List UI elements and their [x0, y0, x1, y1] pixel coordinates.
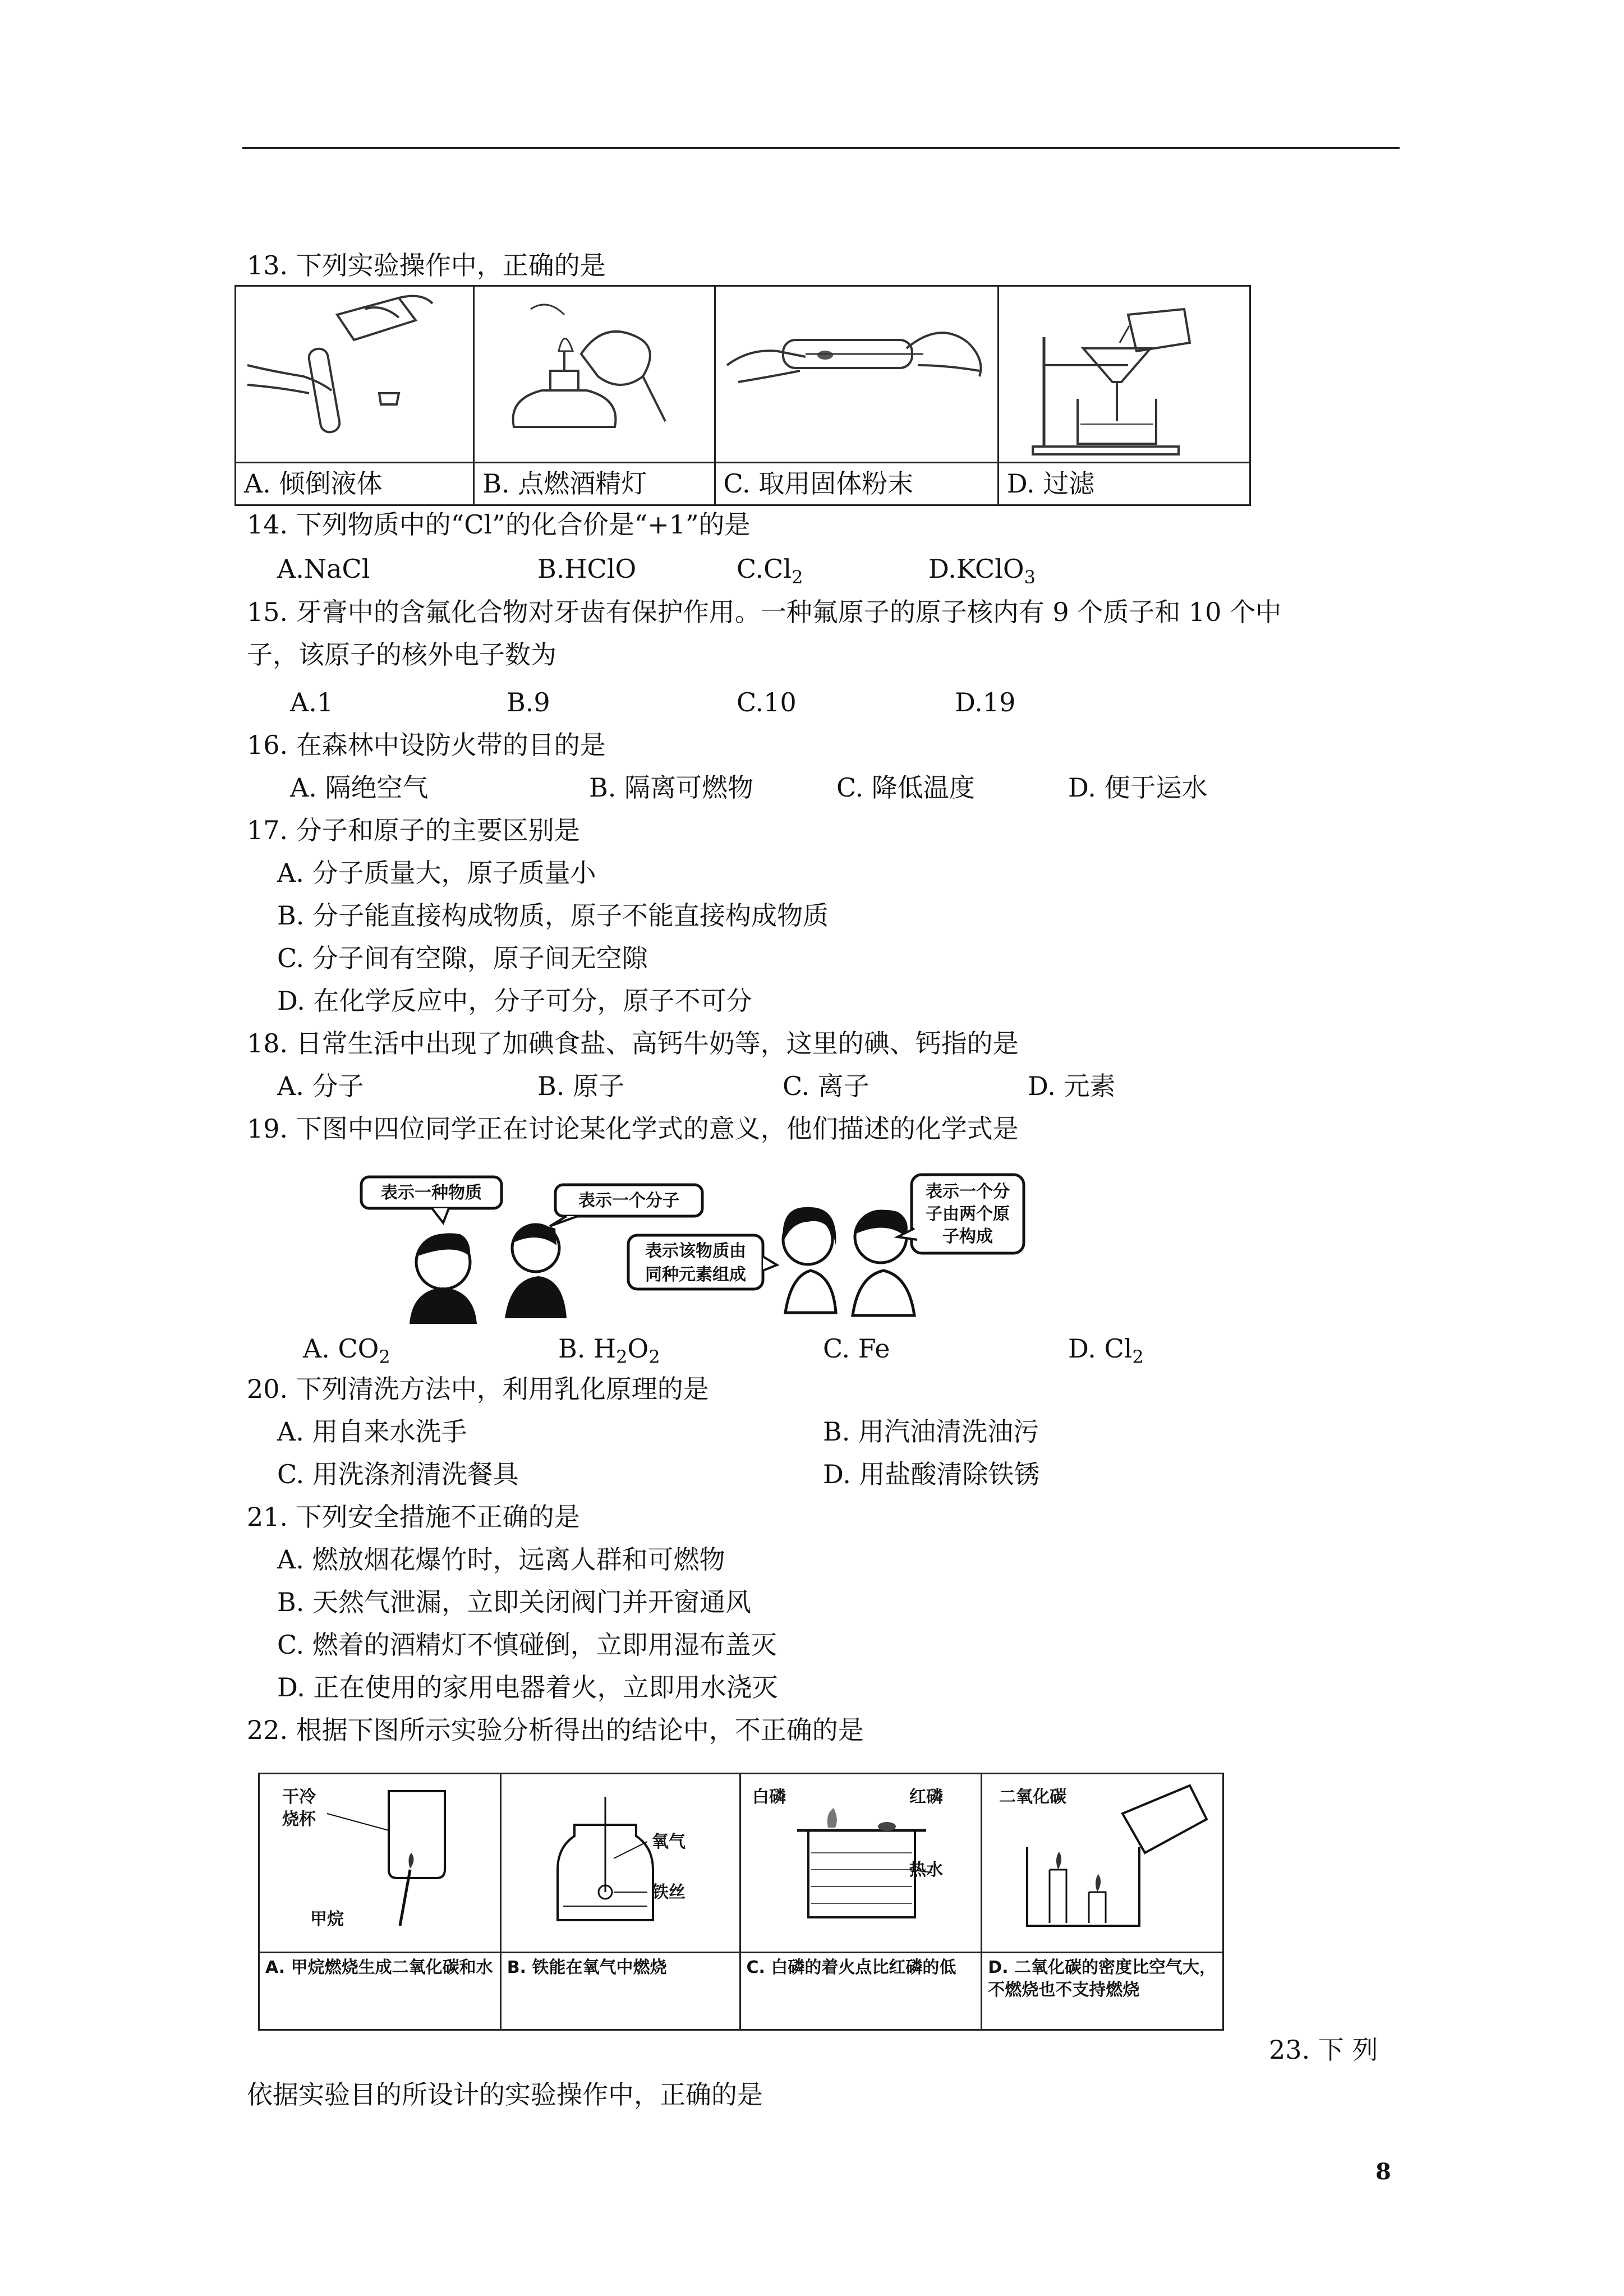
q17-option-d: D. 在化学反应中，分子可分，原子不可分: [277, 986, 752, 1016]
q14-option-a: A.NaCl: [277, 554, 370, 584]
q22-label-b2: 铁丝: [651, 1883, 686, 1902]
q19-bubble-4b: 子由两个原: [926, 1204, 1010, 1224]
q18-option-d: D. 元素: [1028, 1071, 1116, 1101]
q22-image-d: [982, 1774, 1223, 1953]
q18-option-b: B. 原子: [537, 1071, 625, 1101]
q22-image-c: [740, 1774, 982, 1953]
q18-stem: 18. 日常生活中出现了加碘食盐、高钙牛奶等，这里的碘、钙指的是: [247, 1028, 1019, 1059]
q17-option-c: C. 分子间有空隙，原子间无空隙: [277, 943, 648, 973]
q22-label-d1: 二氧化碳: [999, 1787, 1067, 1807]
q19-stem: 19. 下图中四位同学正在讨论某化学式的意义，他们描述的化学式是: [247, 1114, 1019, 1144]
q17-option-a: A. 分子质量大，原子质量小: [277, 858, 596, 888]
q20-option-b: B. 用汽油清洗油污: [823, 1416, 1039, 1447]
q21-option-c: C. 燃着的酒精灯不慎碰倒，立即用湿布盖灭: [277, 1630, 777, 1660]
q19-option-b: B. $H_2O_2$: [558, 1333, 660, 1368]
header-rule: [242, 147, 1400, 149]
q22-label-c2: 红磷: [909, 1787, 943, 1807]
q21-stem: 21. 下列安全措施不正确的是: [247, 1502, 580, 1532]
q22-label-b1: 氧气: [651, 1832, 686, 1852]
q21-option-a: A. 燃放烟花爆竹时，远离人群和可燃物: [277, 1544, 725, 1575]
q22-caption-a: A. 甲烷燃烧生成二氧化碳和水: [265, 1958, 493, 1977]
q22-label-c3: 热水: [909, 1860, 943, 1880]
q22-label-a2: 烧杯: [282, 1810, 316, 1829]
q15-option-a: A.1: [290, 687, 334, 717]
q16-option-c: C. 降低温度: [836, 772, 975, 803]
q14-option-b: B.HClO: [537, 554, 637, 584]
q19-illustration: [359, 1172, 1027, 1324]
page-number: 8: [1375, 2159, 1391, 2185]
q22-image-a: [259, 1774, 501, 1953]
q21-option-d: D. 正在使用的家用电器着火，立即用水浇灭: [277, 1672, 778, 1703]
q15-stem-line2: 子，该原子的核外电子数为: [247, 639, 556, 670]
q19-bubble-4a: 表示一个分: [926, 1182, 1010, 1202]
q17-stem: 17. 分子和原子的主要区别是: [247, 815, 580, 845]
q22-caption-d: D. 二氧化碳的密度比空气大，不燃烧也不支持燃烧: [988, 1958, 1216, 2000]
q22-stem: 22. 根据下图所示实验分析得出的结论中，不正确的是: [247, 1715, 864, 1745]
q13-option-d: D. 过滤: [1006, 468, 1095, 499]
q23-stem-head: 23. 下 列: [1269, 2035, 1378, 2065]
q19-bubble-3a: 表示该物质由: [645, 1241, 746, 1261]
q15-option-b: B.9: [507, 687, 550, 717]
q21-option-b: B. 天然气泄漏，立即关闭阀门并开窗通风: [277, 1587, 752, 1617]
q15-option-d: D.19: [955, 687, 1016, 717]
q13-stem: 13. 下列实验操作中，正确的是: [247, 250, 606, 280]
q19-option-c: C. Fe: [823, 1333, 890, 1364]
q18-option-c: C. 离子: [783, 1071, 869, 1101]
q19-bubble-4c: 子构成: [942, 1227, 993, 1246]
q16-stem: 16. 在森林中设防火带的目的是: [247, 730, 606, 760]
q13-image-c: [715, 286, 998, 463]
q20-option-c: C. 用洗涤剂清洗餐具: [277, 1459, 519, 1489]
q22-caption-c: C. 白磷的着火点比红磷的低: [746, 1958, 956, 1977]
q15-stem-line1: 15. 牙膏中的含氟化合物对牙齿有保护作用。一种氟原子的原子核内有 9 个质子和 10 个中: [247, 597, 1282, 627]
q19-bubble-2: 表示一个分子: [578, 1191, 679, 1211]
q13-options-table: [234, 285, 1251, 506]
q15-option-c: C.10: [737, 687, 797, 717]
q13-image-a: [236, 286, 474, 463]
q20-option-a: A. 用自来水洗手: [277, 1416, 467, 1447]
q20-stem: 20. 下列清洗方法中，利用乳化原理的是: [247, 1374, 709, 1404]
q22-label-c1: 白磷: [752, 1787, 786, 1807]
q20-option-d: D. 用盐酸清除铁锈: [823, 1459, 1040, 1489]
q17-option-b: B. 分子能直接构成物质，原子不能直接构成物质: [277, 900, 829, 931]
q18-option-a: A. 分子: [277, 1071, 364, 1101]
q14-option-d: D.KClO$_3$: [928, 554, 1036, 588]
q22-caption-b: B. 铁能在氧气中燃烧: [507, 1958, 667, 1977]
q14-option-c: $C.Cl_2$: [737, 554, 803, 588]
q19-bubble-1: 表示一种物质: [381, 1183, 482, 1203]
q22-experiments-table: [258, 1773, 1224, 2031]
q13-image-b: [474, 286, 715, 463]
q22-label-a1: 干冷: [282, 1787, 316, 1807]
q13-image-d: [998, 286, 1250, 463]
q14-stem: 14. 下列物质中的“Cl”的化合价是“+1”的是: [247, 509, 751, 540]
q22-image-b: [500, 1774, 740, 1953]
q13-option-a: A. 倾倒液体: [244, 468, 383, 499]
q16-option-a: A. 隔绝空气: [290, 772, 429, 803]
q23-stem-tail: 依据实验目的所设计的实验操作中，正确的是: [247, 2079, 763, 2110]
q13-option-b: B. 点燃酒精灯: [482, 468, 647, 499]
q22-label-a3: 甲烷: [310, 1910, 344, 1929]
q16-option-b: B. 隔离可燃物: [589, 772, 754, 803]
q19-bubble-3b: 同种元素组成: [645, 1265, 746, 1285]
q19-option-d: D. $Cl_2$: [1068, 1333, 1144, 1368]
q19-option-a: A. $CO_2$: [303, 1333, 390, 1368]
q13-option-c: C. 取用固体粉末: [723, 468, 914, 499]
q16-option-d: D. 便于运水: [1068, 772, 1208, 803]
